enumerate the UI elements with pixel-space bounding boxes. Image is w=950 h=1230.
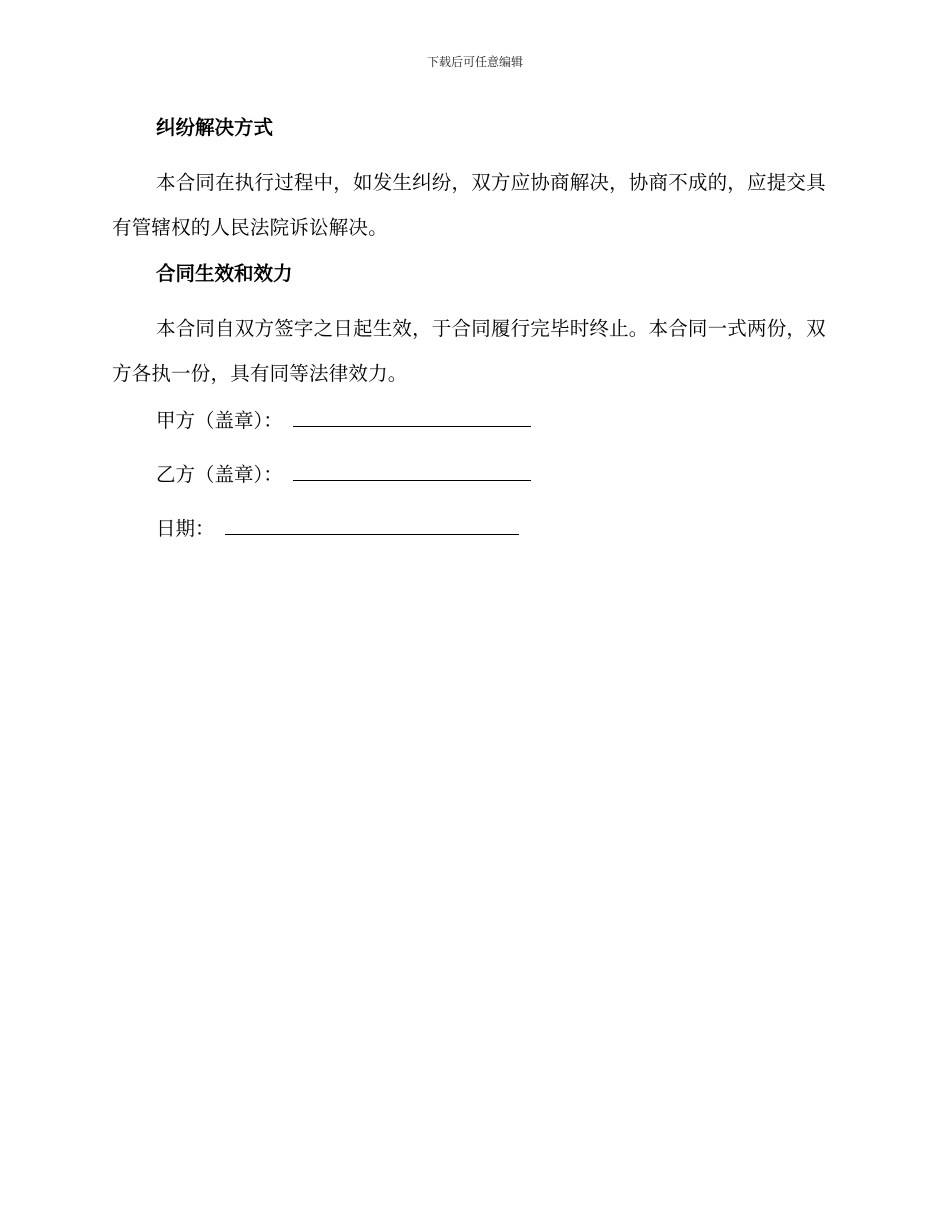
section-heading-dispute: 纠纷解决方式 xyxy=(156,116,274,139)
party-b-signature-blank[interactable] xyxy=(293,458,531,481)
section-heading-effect: 合同生效和效力 xyxy=(156,262,293,285)
section-body-dispute: 本合同在执行过程中，如发生纠纷，双方应协商解决，协商不成的，应提交具有管辖权的人民法院诉讼解决。 xyxy=(112,171,826,239)
party-a-signature-line xyxy=(112,404,834,436)
party-a-label: 甲方（盖章）： xyxy=(156,409,283,432)
section-body-effect: 本合同自双方签字之日起生效，于合同履行完毕时终止。本合同一式两份，双方各执一份，具有同等法律效力。 xyxy=(112,317,826,385)
page-header-note: 下载后可任意编辑 xyxy=(426,55,523,69)
document-body xyxy=(112,112,834,544)
date-label: 日期： xyxy=(156,517,215,540)
date-line xyxy=(112,512,834,544)
party-b-label: 乙方（盖章）： xyxy=(156,463,283,486)
party-a-signature-blank[interactable] xyxy=(293,404,531,427)
party-b-signature-line xyxy=(112,458,834,490)
date-blank[interactable] xyxy=(225,512,519,535)
